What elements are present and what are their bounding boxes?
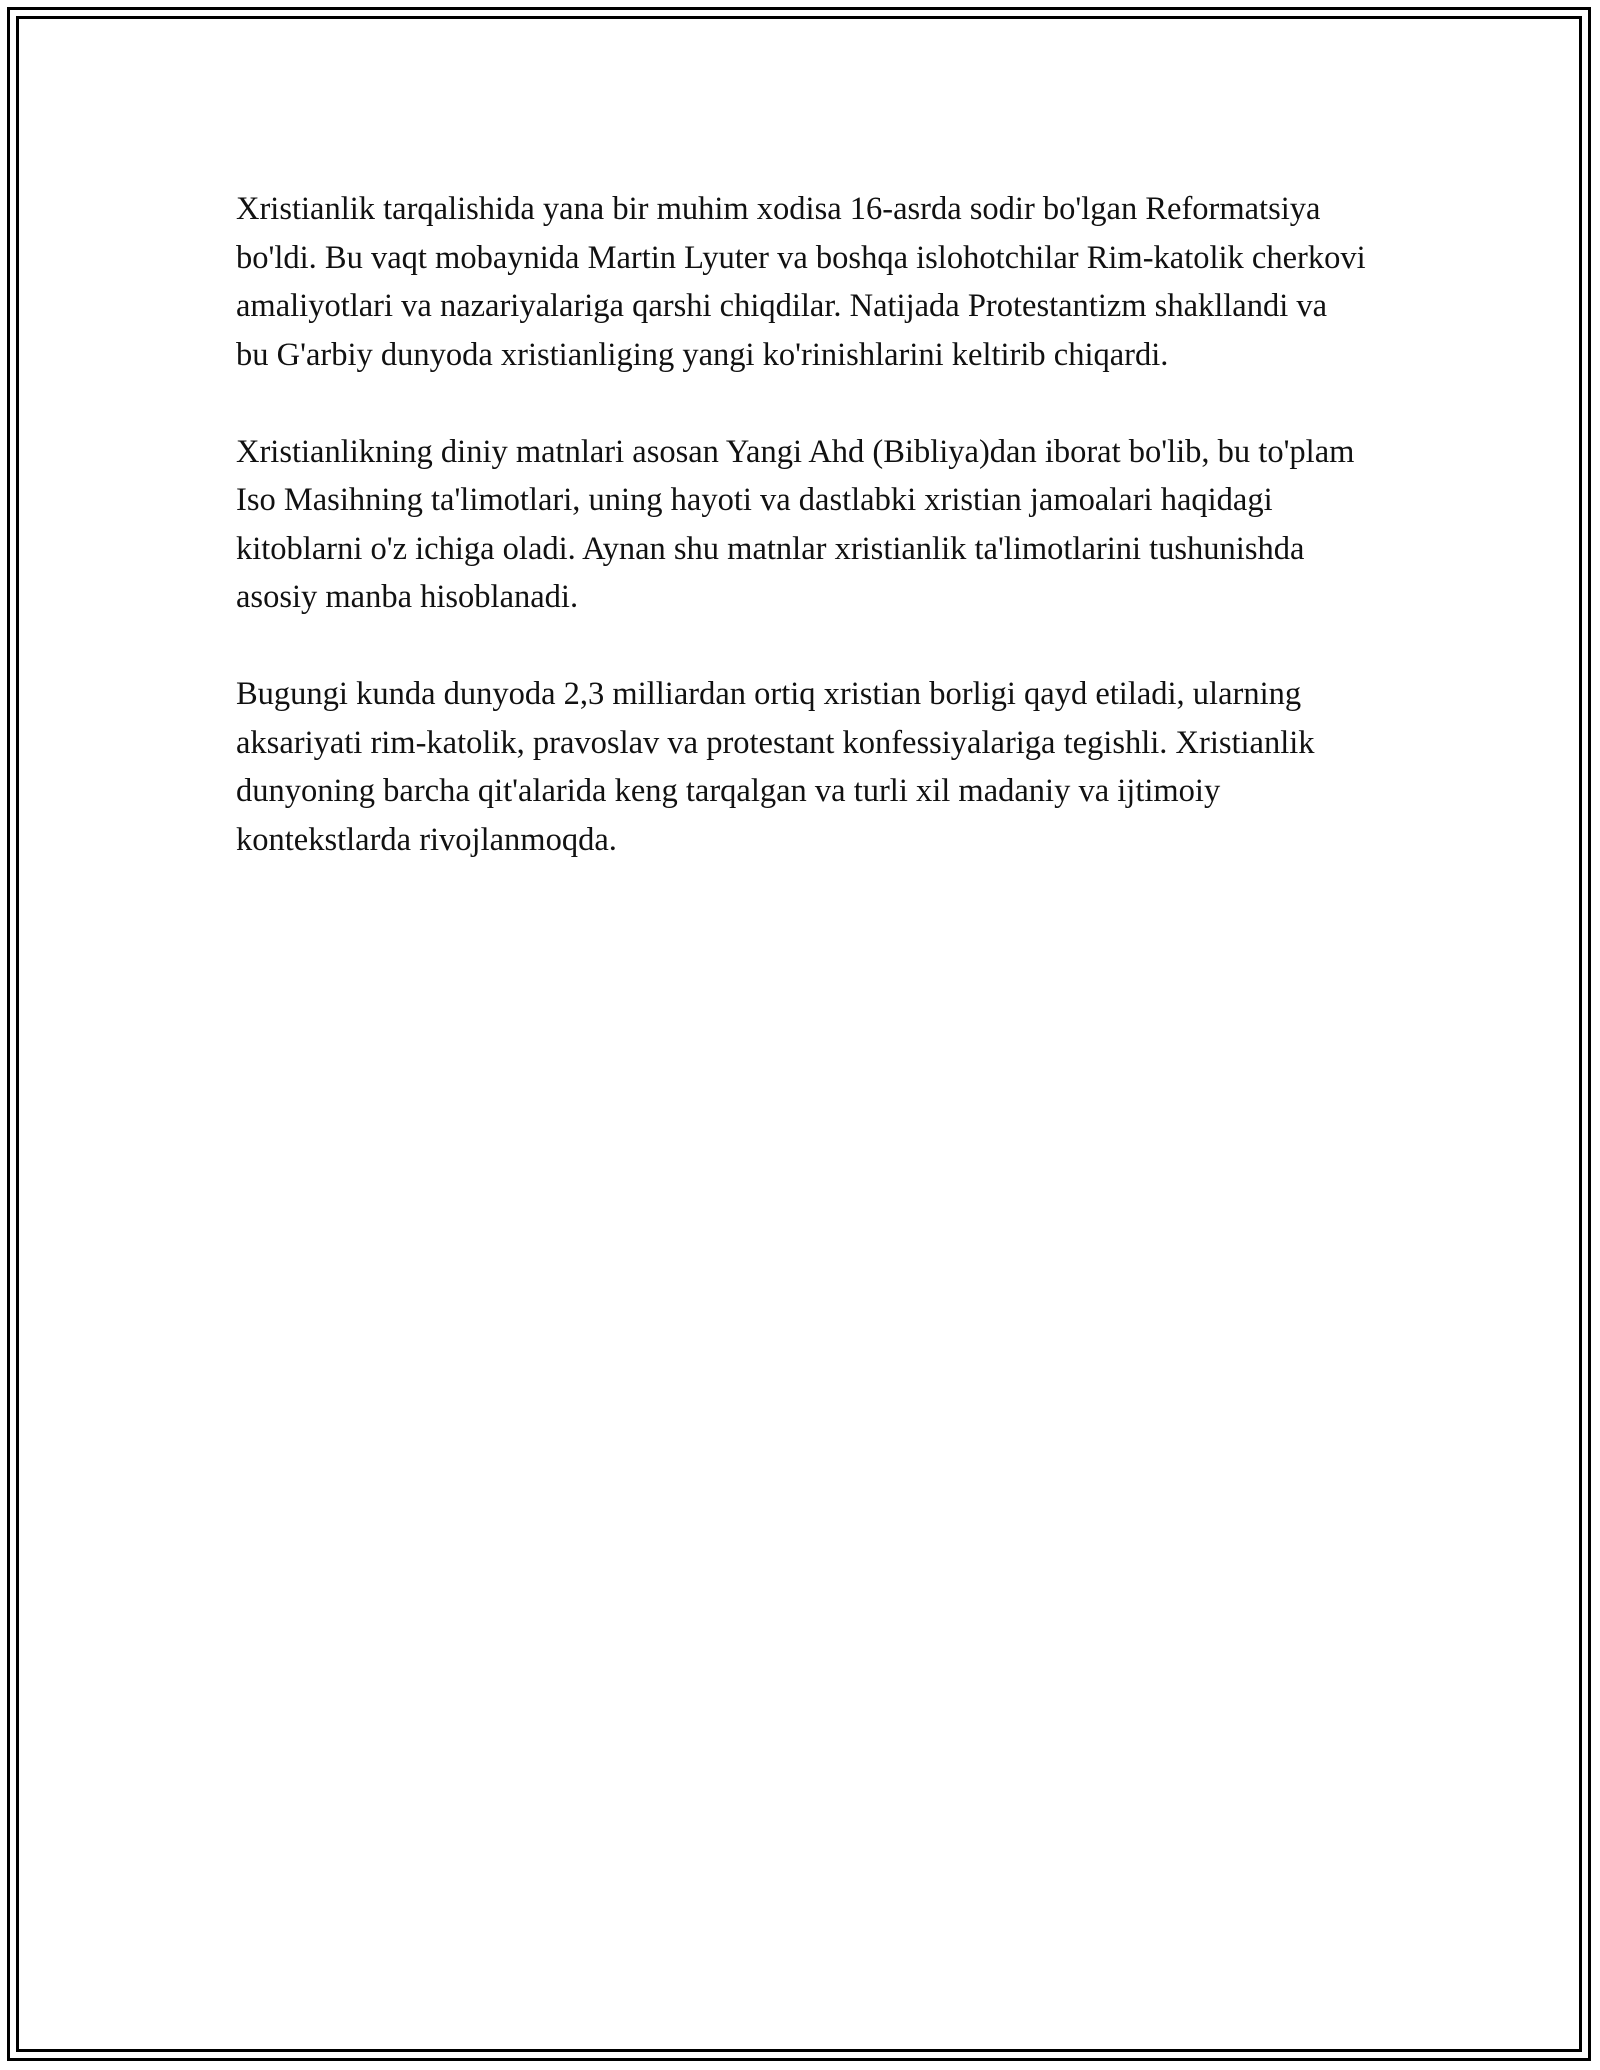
paragraph-christians-today: Bugungi kunda dunyoda 2,3 milliardan ortiq xristian borligi qayd etiladi, ularning aksariyati rim-katolik, pravoslav va protestant konfessiyalariga tegishli. Xristianlik dunyoning barcha qit'alarida keng tarqalgan va turli xil madaniy va ijtimoiy kontekstlarda rivojlanmoqda. bbox=[236, 676, 1315, 858]
paragraph-reformation: Xristianlik tarqalishida yana bir muhim xodisa 16-asrda sodir bo'lgan Reformatsiya bo'ldi. Bu vaqt mobaynida Martin Lyuter va boshqa islohotchilar Rim-katolik cherkovi amaliyotlari va nazariyalariga qarshi chiqdilar. Natijada Protestantizm shakllandi va bu G'arbiy dunyoda xristianliging yangi ko'rinishlarini keltirib chiqardi. bbox=[236, 191, 1366, 373]
document-body bbox=[236, 185, 1366, 913]
paragraph-religious-texts: Xristianlikning diniy matnlari asosan Yangi Ahd (Bibliya)dan iborat bo'lib, bu to'plam Iso Masihning ta'limotlari, uning hayoti va dastlabki xristian jamoalari haqidagi kitoblarni o'z ichiga oladi. Aynan shu matnlar xristianlik ta'limotlarini tushunishda asosiy manba hisoblanadi. bbox=[236, 433, 1355, 615]
